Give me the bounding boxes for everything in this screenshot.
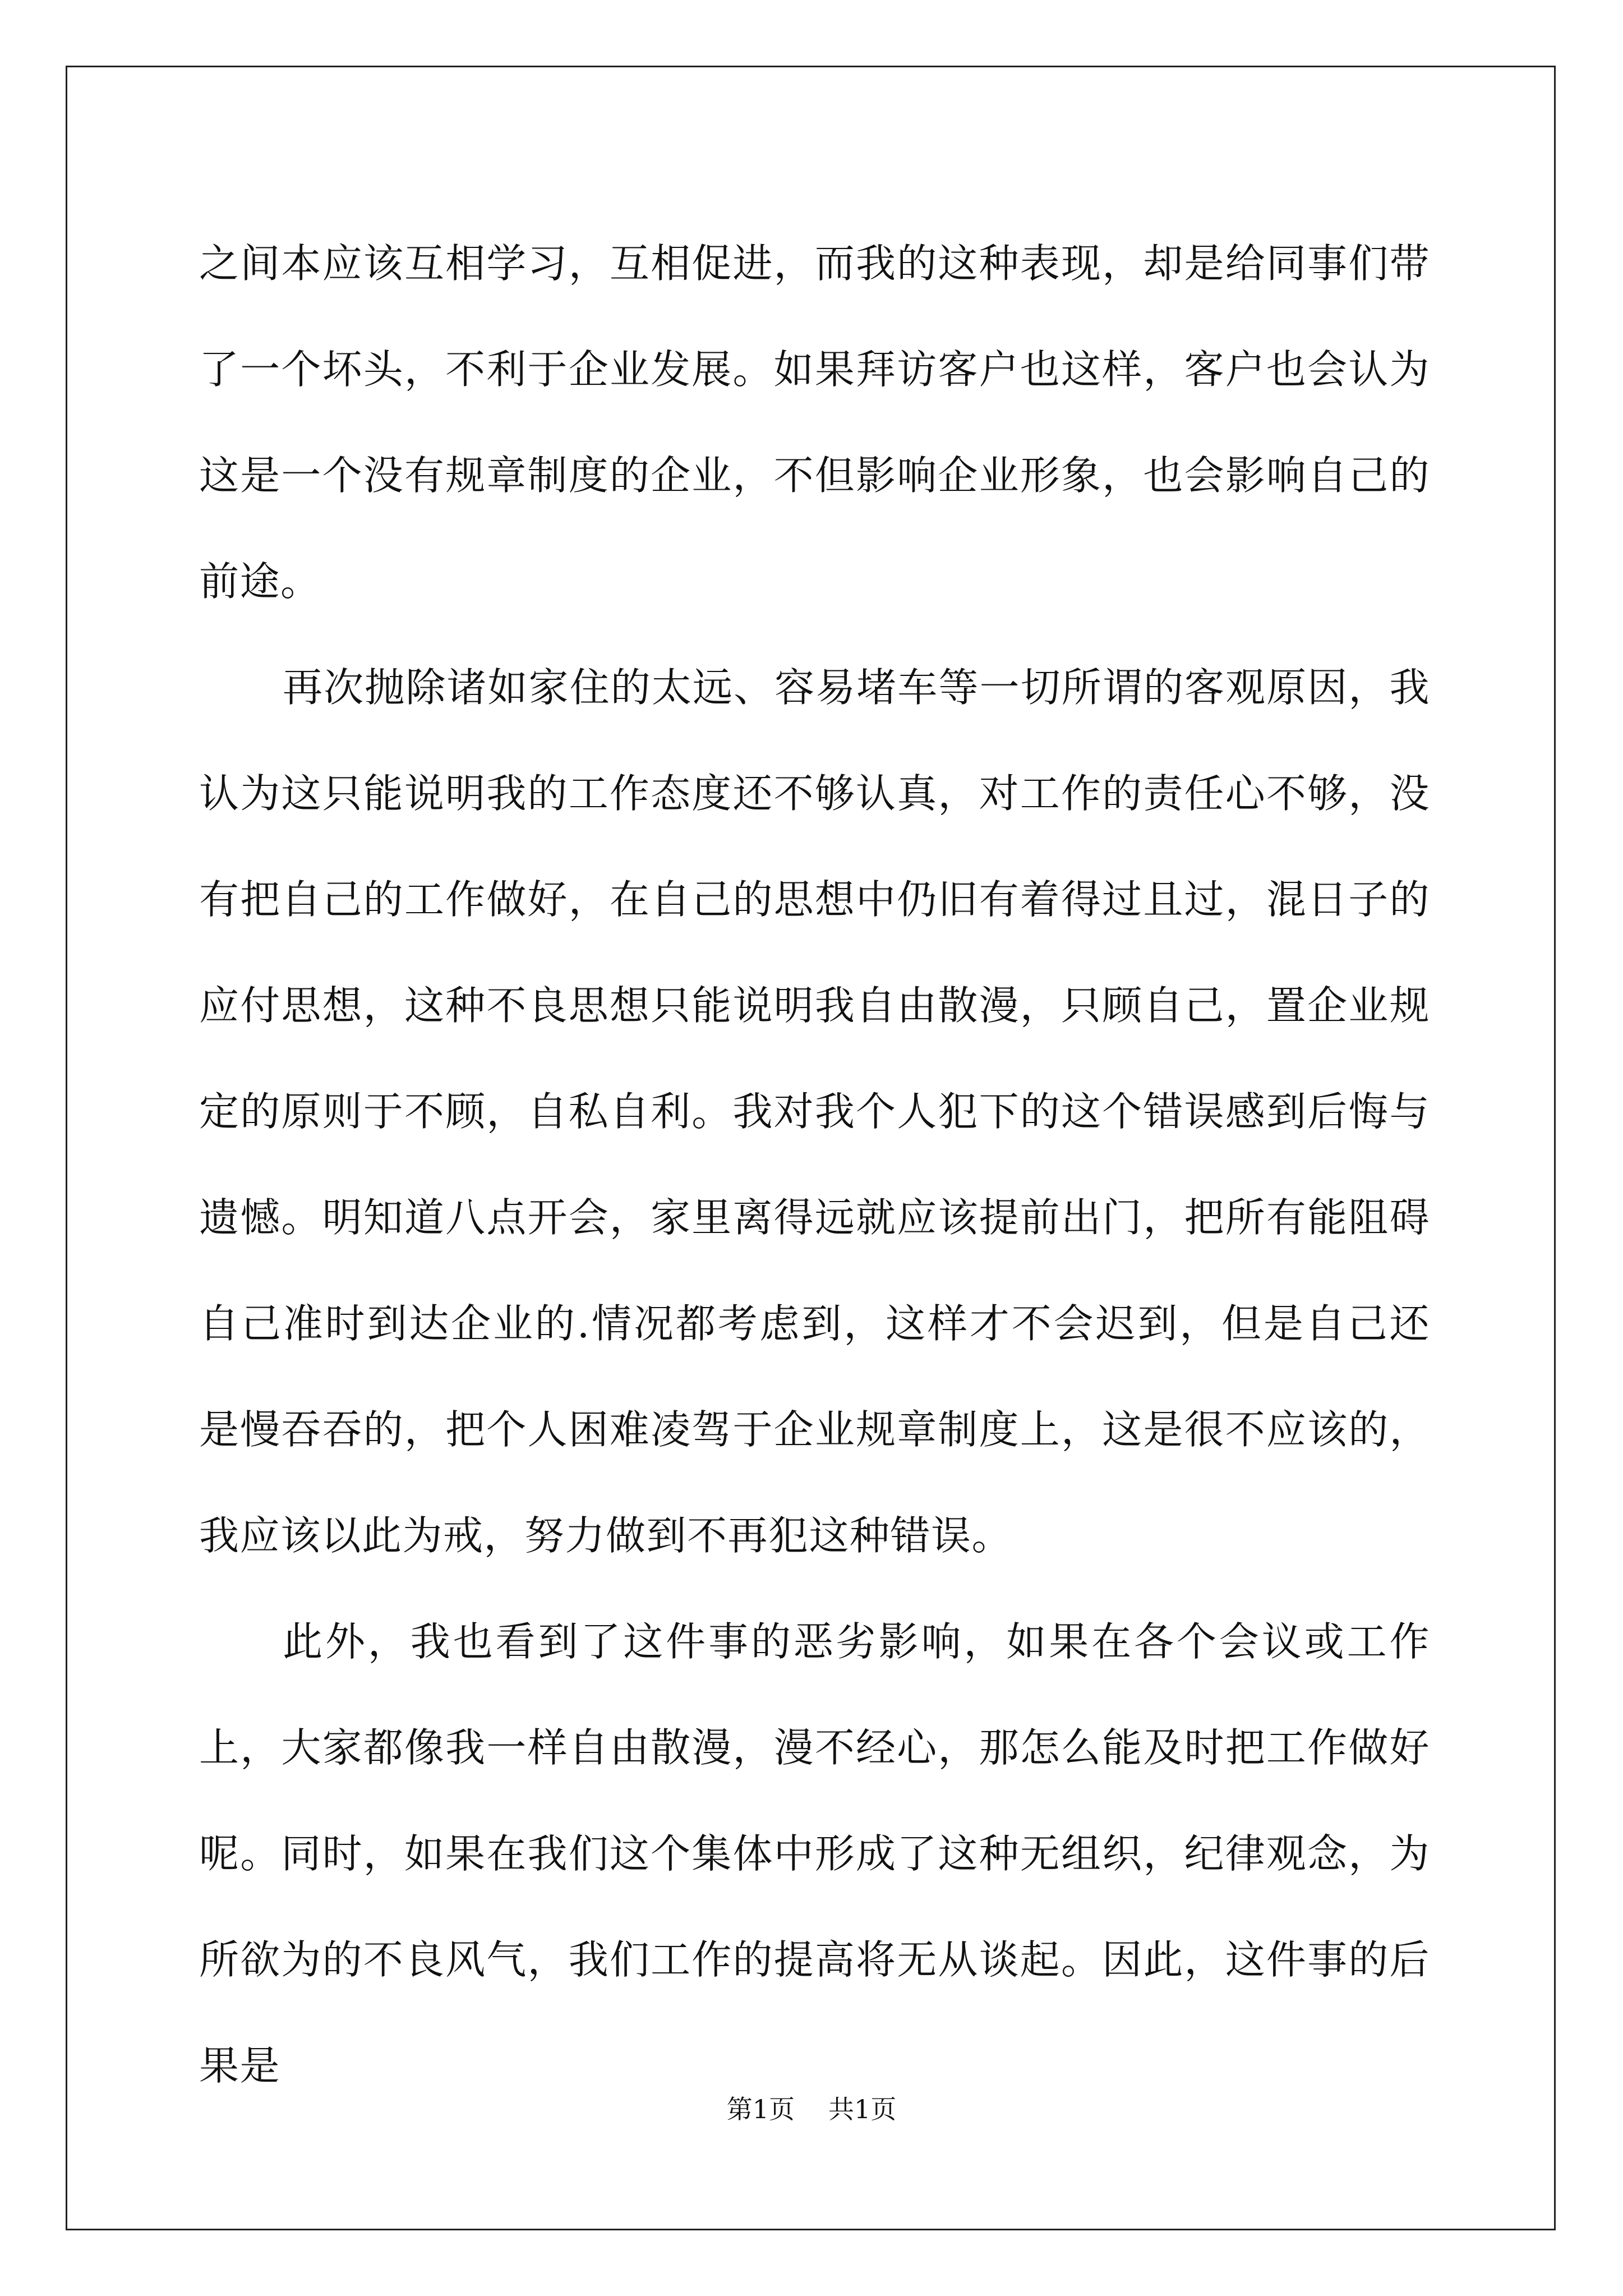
paragraph-3: 此外，我也看到了这件事的恶劣影响，如果在各个会议或工作上，大家都像我一样自由散漫，漫不经心，那怎么能及时把工作做好呢。同时，如果在我们这个集体中形成了这种无组织，纪律观念，为所欲为的不良风气，我们工作的提高将无从谈起。因此，这件事的后果是 — [199, 1618, 1430, 2089]
paragraph-2: 再次抛除诸如家住的太远、容易堵车等一切所谓的客观原因，我认为这只能说明我的工作态度还不够认真，对工作的责任心不够，没有把自己的工作做好，在自己的思想中仍旧有着得过且过，混日子的应付思想，这种不良思想只能说明我自由散漫，只顾自己，置企业规定的原则于不顾，自私自利。我对我个人犯下的这个错误感到后悔与遗憾。明知道八点开会，家里离得远就应该提前出门，把所有能阻碍自己准时到达企业的.情况都考虑到，这样才不会迟到，但是自己还是慢吞吞的，把个人困难凌驾于企业规章制度上，这是很不应该的，我应该以此为戒，努力做到不再犯这种错误。 — [199, 664, 1430, 1559]
paragraph-1: 之间本应该互相学习，互相促进，而我的这种表现，却是给同事们带了一个坏头，不利于企业发展。如果拜访客户也这样，客户也会认为这是一个没有规章制度的企业，不但影响企业形象，也会影响自己的前途。 — [199, 240, 1430, 605]
page-number-current: 第1页 — [726, 2094, 795, 2124]
page-footer — [0, 2092, 1623, 2126]
document-body — [199, 210, 1430, 2119]
page-number-total: 共1页 — [828, 2094, 897, 2124]
